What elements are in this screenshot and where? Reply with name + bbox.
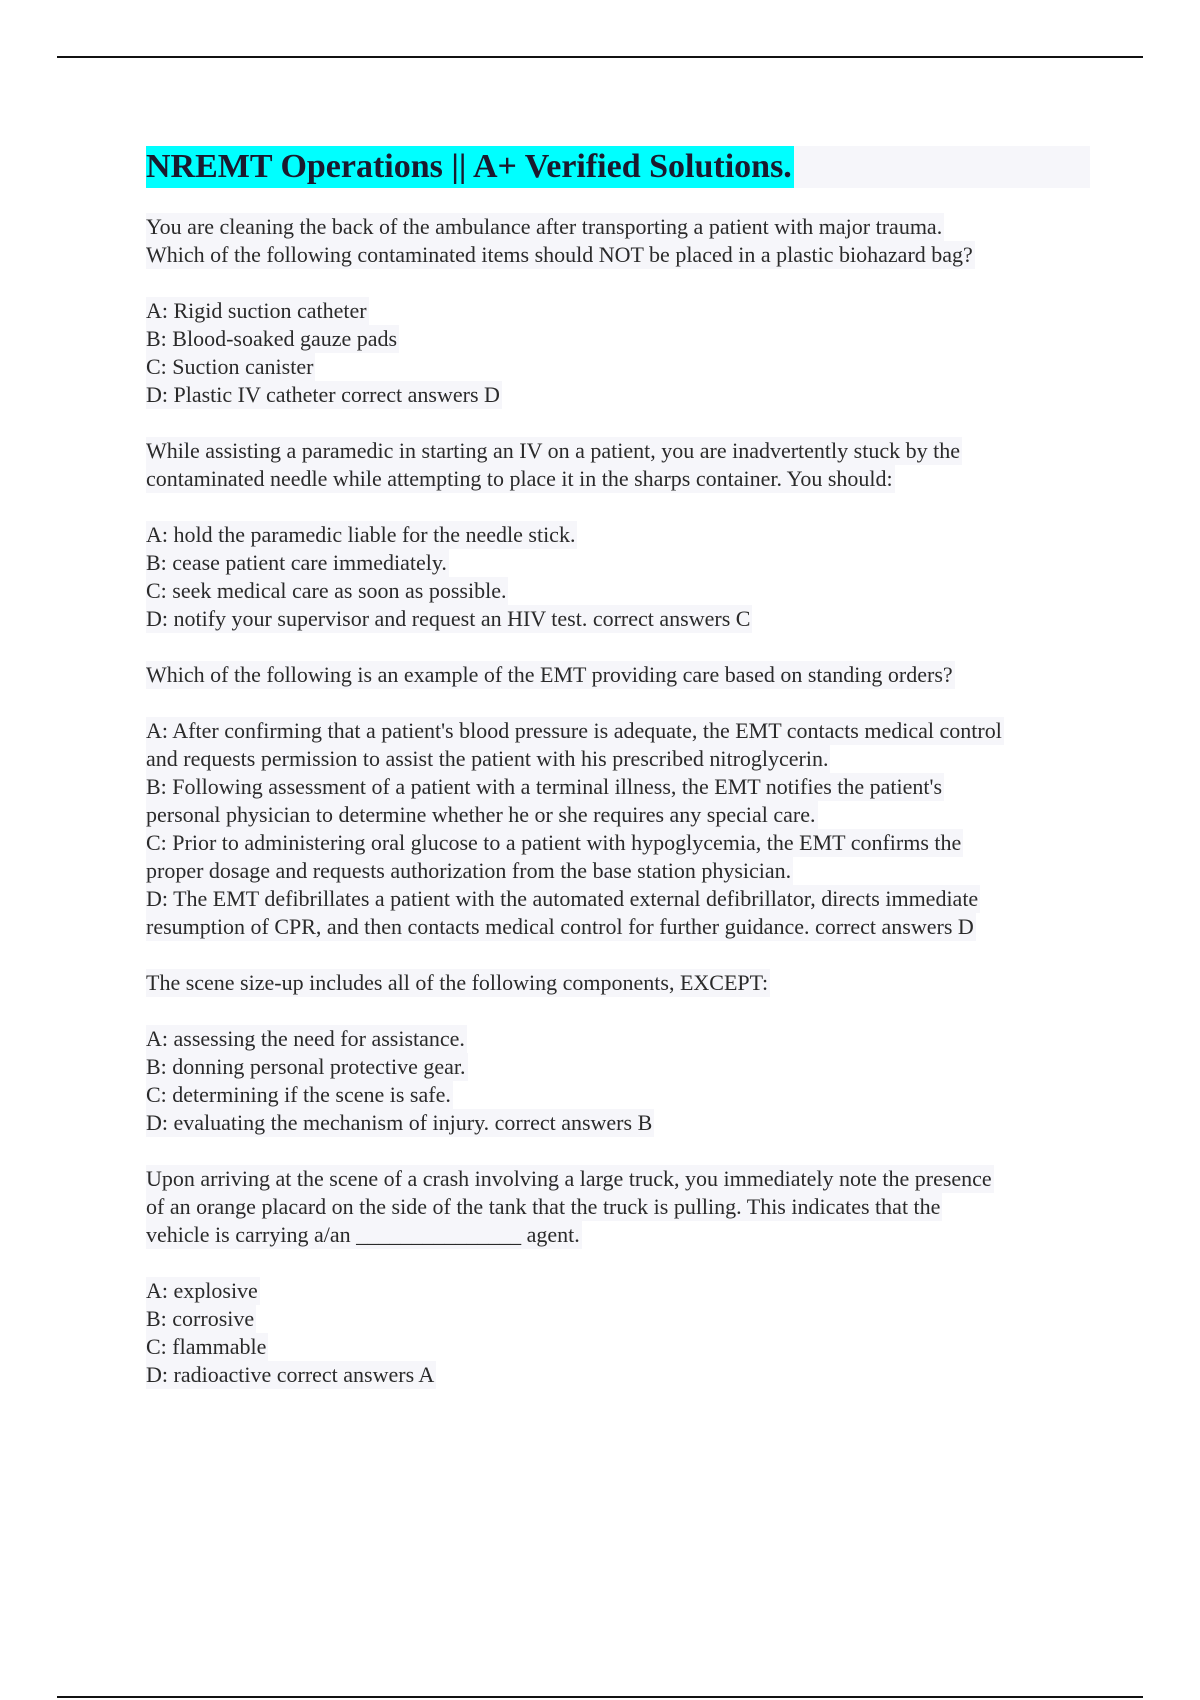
document-body [146,146,1090,1389]
question-2-prompt [146,437,1090,493]
question-4-answer-c: C: determining if the scene is safe. [146,1082,451,1107]
question-1-answer-a: A: Rigid suction catheter [146,298,367,323]
top-rule [57,56,1143,58]
question-1-answers [146,297,1090,409]
question-1-answer-d: D: Plastic IV catheter correct answers D [146,382,500,407]
question-3-answer-a-line-2: and requests permission to assist the patient with his prescribed nitroglycerin. [146,746,829,771]
question-3-answer-d-line-1: D: The EMT defibrillates a patient with the automated external defibrillator, directs immediate [146,886,979,911]
question-4-prompt-line-1: The scene size-up includes all of the following components, EXCEPT: [146,970,769,995]
title-band [146,146,1090,188]
question-3-answer-c-line-1: C: Prior to administering oral glucose to a patient with hypoglycemia, the EMT confirms the [146,830,962,855]
question-5-answer-a: A: explosive [146,1278,258,1303]
question-1-answer-c: C: Suction canister [146,354,314,379]
question-4-answer-d: D: evaluating the mechanism of injury. correct answers B [146,1110,653,1135]
question-5-answer-b: B: corrosive [146,1306,255,1331]
question-5-prompt-line-2: of an orange placard on the side of the tank that the truck is pulling. This indicates that the [146,1194,941,1219]
question-5-prompt-line-1: Upon arriving at the scene of a crash involving a large truck, you immediately note the presence [146,1166,992,1191]
question-5-answers [146,1277,1090,1389]
question-5-prompt [146,1165,1090,1249]
question-3-answer-d-line-2: resumption of CPR, and then contacts medical control for further guidance. correct answers D [146,914,974,939]
question-2-answer-a: A: hold the paramedic liable for the needle stick. [146,522,576,547]
document-title: NREMT Operations || A+ Verified Solutions. [146,146,794,188]
question-3-answers [146,717,1090,941]
question-5-prompt-line-3: vehicle is carrying a/an _______________ agent. [146,1222,580,1247]
question-2-answer-d: D: notify your supervisor and request an HIV test. correct answers C [146,606,751,631]
question-2-prompt-line-1: While assisting a paramedic in starting an IV on a patient, you are inadvertently stuck by the [146,438,960,463]
question-5-answer-c: C: flammable [146,1334,267,1359]
question-2-answers [146,521,1090,633]
question-5-answer-d: D: radioactive correct answers A [146,1362,435,1387]
question-3-prompt [146,661,1090,689]
question-1-prompt [146,213,1090,269]
bottom-rule [57,1696,1143,1698]
question-2-prompt-line-2: contaminated needle while attempting to place it in the sharps container. You should: [146,466,893,491]
question-4-prompt [146,969,1090,997]
question-3-answer-b-line-2: personal physician to determine whether he or she requires any special care. [146,802,816,827]
question-3-answer-a-line-1: A: After confirming that a patient's blood pressure is adequate, the EMT contacts medical control [146,718,1002,743]
question-3-prompt-line-1: Which of the following is an example of the EMT providing care based on standing orders? [146,662,953,687]
question-1-prompt-line-2: Which of the following contaminated items should NOT be placed in a plastic biohazard bag? [146,242,973,267]
question-4-answer-a: A: assessing the need for assistance. [146,1026,465,1051]
question-3-answer-b-line-1: B: Following assessment of a patient with a terminal illness, the EMT notifies the patient's [146,774,943,799]
question-2-answer-b: B: cease patient care immediately. [146,550,447,575]
question-4-answers [146,1025,1090,1137]
question-1-prompt-line-1: You are cleaning the back of the ambulance after transporting a patient with major trauma. [146,214,943,239]
question-4-answer-b: B: donning personal protective gear. [146,1054,466,1079]
question-2-answer-c: C: seek medical care as soon as possible. [146,578,507,603]
question-3-answer-c-line-2: proper dosage and requests authorization from the base station physician. [146,858,792,883]
question-1-answer-b: B: Blood-soaked gauze pads [146,326,398,351]
